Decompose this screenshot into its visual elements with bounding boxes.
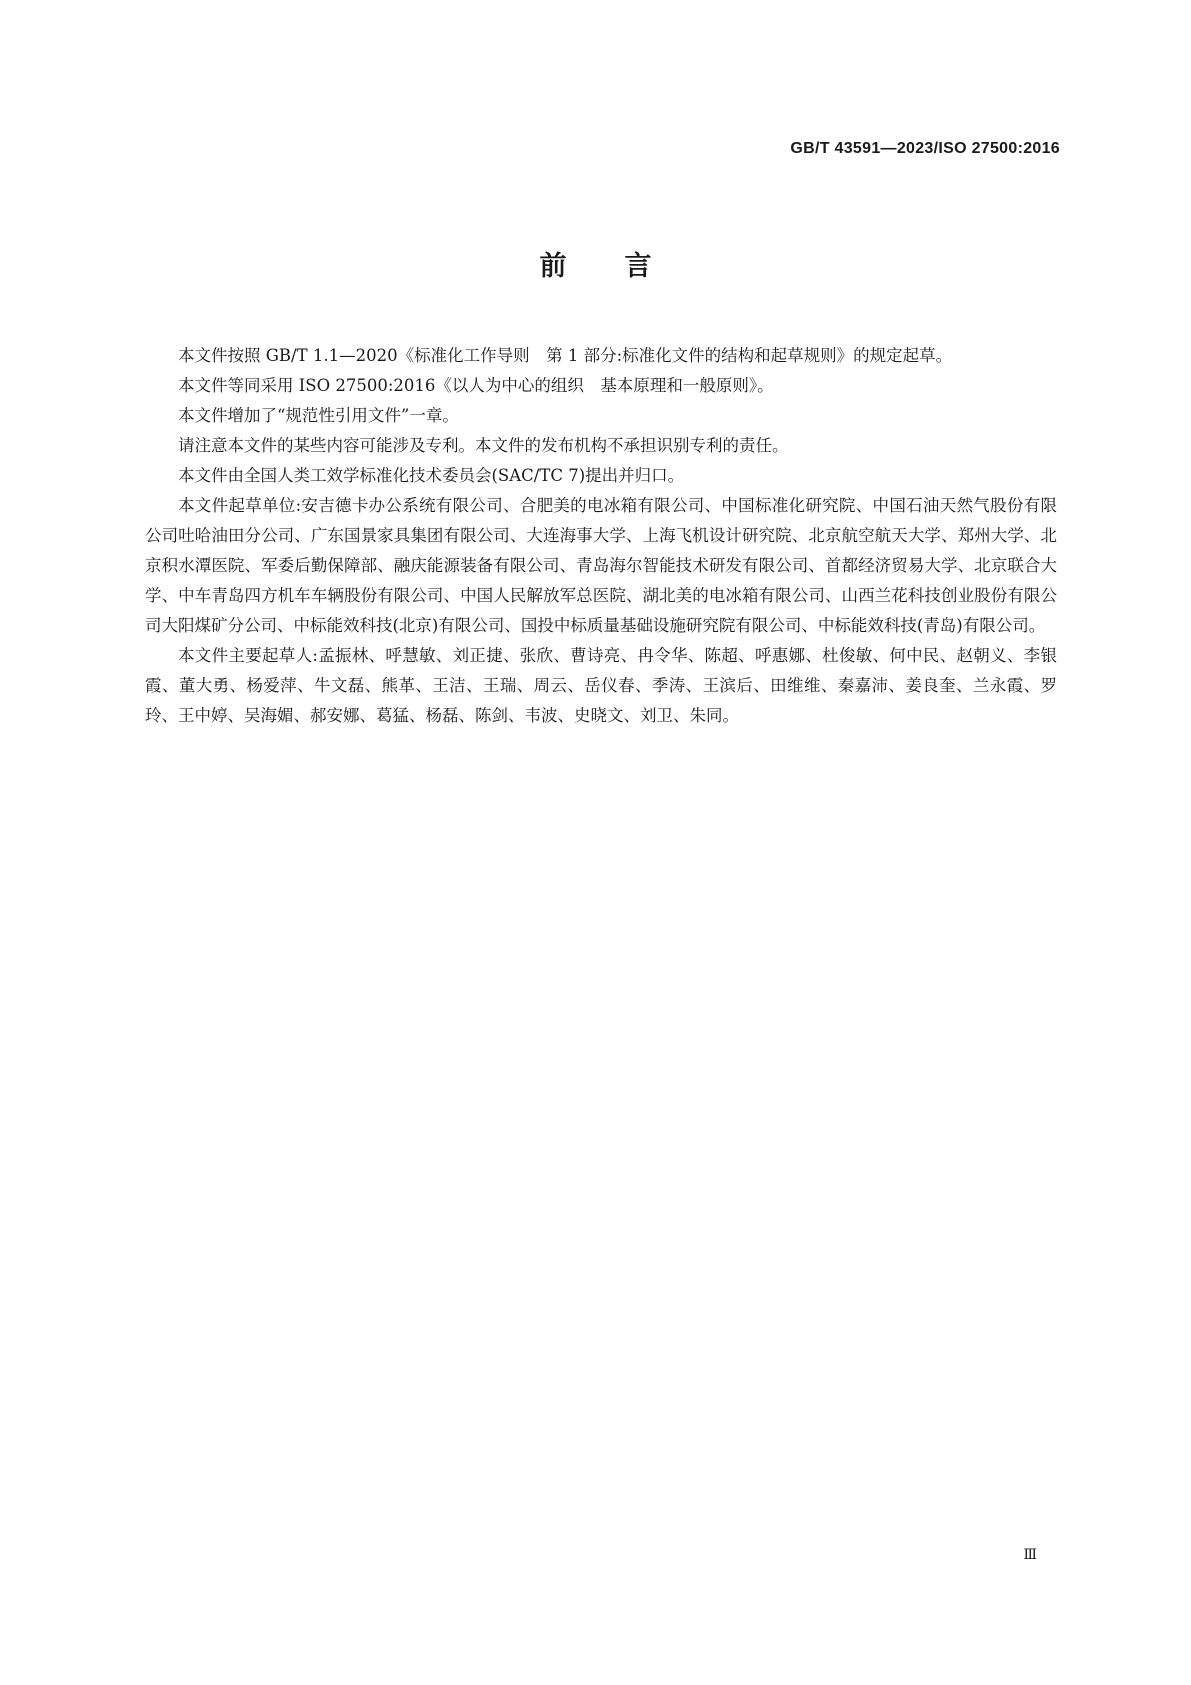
paragraph-drafting-units: 本文件起草单位:安吉德卡办公系统有限公司、合肥美的电冰箱有限公司、中国标准化研究院、中国石油天然气股份有限公司吐哈油田分公司、广东国景家具集团有限公司、大连海事大学、上海飞机设计研究院、北京航空航天大学、郑州大学、北京积水潭医院、军委后勤保障部、融庆能源装备有限公司、青岛海尔智能技术研发有限公司、首都经济贸易大学、北京联合大学、中车青岛四方机车车辆股份有限公司、中国人民解放军总医院、湖北美的电冰箱有限公司、山西兰花科技创业股份有限公司大阳煤矿分公司、中标能效科技(北京)有限公司、国投中标质量基础设施研究院有限公司、中标能效科技(青岛)有限公司。 (145, 496, 1057, 635)
paragraph-patent-notice: 请注意本文件的某些内容可能涉及专利。本文件的发布机构不承担识别专利的责任。 (178, 436, 789, 455)
paragraph-equivalence: 本文件等同采用 ISO 27500:2016《以人为中心的组织 基本原理和一般原则》。 (178, 376, 774, 395)
paragraph-drafting-rules: 本文件按照 GB/T 1.1—2020《标准化工作导则 第 1 部分:标准化文件的结构和起草规则》的规定起草。 (178, 346, 953, 365)
page-title: 前言 (539, 251, 710, 282)
page-number: Ⅲ (1023, 1547, 1036, 1563)
paragraph-added-chapter: 本文件增加了“规范性引用文件”一章。 (178, 406, 459, 425)
paragraph-proposer: 本文件由全国人类工效学标准化技术委员会(SAC/TC 7)提出并归口。 (178, 466, 685, 485)
paragraph-drafters: 本文件主要起草人:孟振林、呼慧敏、刘正捷、张欣、曹诗亮、冉令华、陈超、呼惠娜、杜俊敏、何中民、赵朝义、李银霞、董大勇、杨爱萍、牛文磊、熊革、王洁、王瑞、周云、岳仪春、季涛、王滨后、田维维、秦嘉沛、姜良奎、兰永霞、罗玲、王中婷、吴海媚、郝安娜、葛猛、杨磊、陈剑、韦波、史晓文、刘卫、朱同。 (145, 646, 1057, 725)
standard-code-header: GB/T 43591—2023/ISO 27500:2016 (790, 140, 1060, 157)
preface-body (145, 341, 1057, 731)
